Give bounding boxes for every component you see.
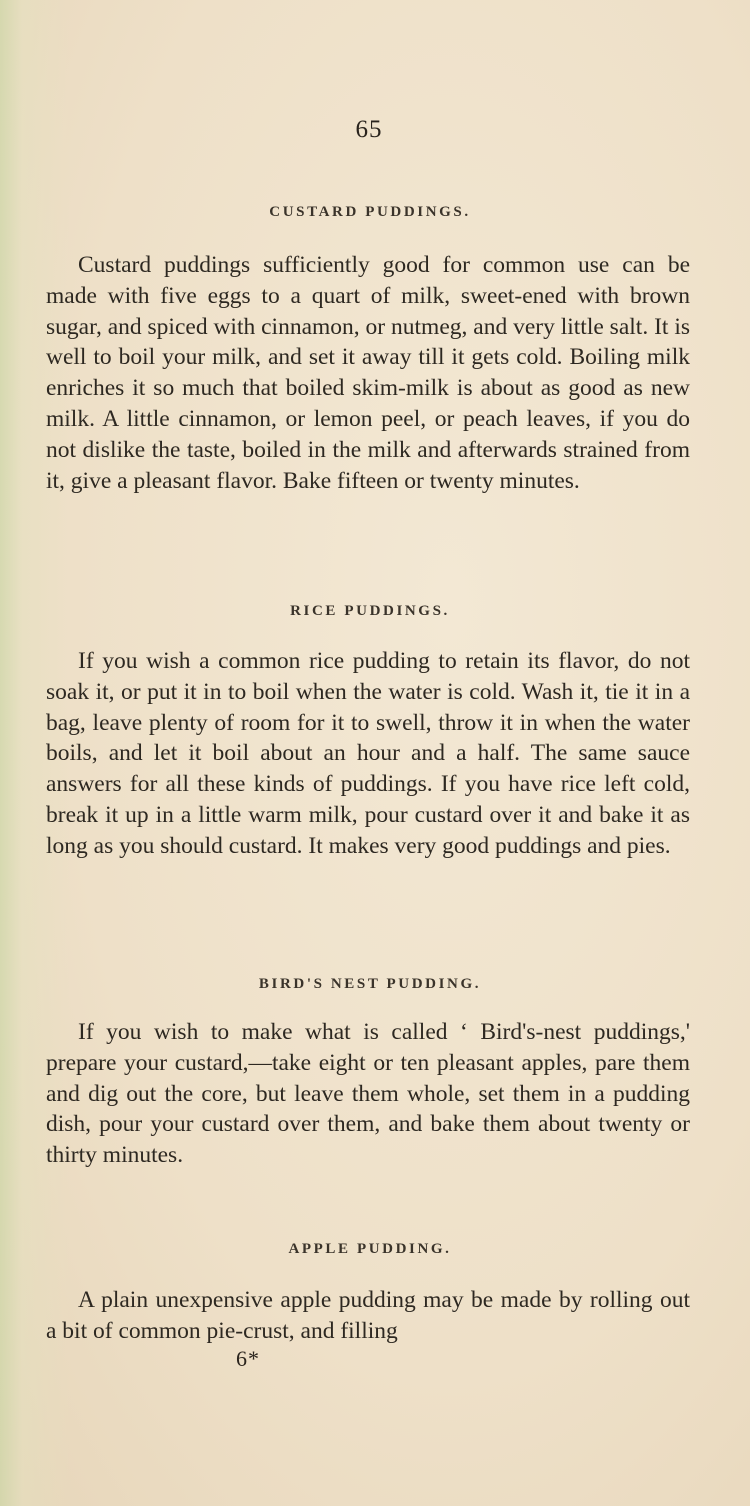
section-heading-apple: APPLE PUDDING. <box>288 1241 452 1257</box>
section-body-birds-nest: If you wish to make what is called ‘ Bird's-nest puddings,' prepare your custard,—take eight or ten pleasant apples, pare them and dig out the core, but leave them whole, set them in a pudding dish, pour your custard over them, and bake them about twenty or thirty minutes. <box>46 1019 690 1169</box>
page-number: 65 <box>355 116 383 143</box>
section-body-custard: Custard puddings sufficiently good for common use can be made with five eggs to a quart of milk, sweet-ened with brown sugar, and spiced with cinnamon, or nutmeg, and very little salt. It is well to boil your milk, and set it away till it gets cold. Boiling milk enriches it so much that boiled skim-milk is about as good as new milk. A little cinnamon, or lemon peel, or peach leaves, if you do not dislike the taste, boiled in the milk and afterwards strained from it, give a pleasant flavor. Bake fifteen or twenty minutes. <box>46 252 690 494</box>
section-body-apple: A plain unexpensive apple pudding may be made by rolling out a bit of common pie-crust, and filling <box>46 1287 690 1344</box>
section-heading-birds-nest: BIRD'S NEST PUDDING. <box>258 976 482 992</box>
signature-mark: 6* <box>236 1346 260 1371</box>
section-body-rice: If you wish a common rice pudding to retain its flavor, do not soak it, or put it in to boil when the water is cold. Wash it, tie it in a bag, leave plenty of room for it to swell, throw it in when the water boils, and let it boil about an hour and a half. The same sauce answers for all these kinds of puddings. If you have rice left cold, break it up in a little warm milk, pour custard over it and bake it as long as you should custard. It makes very good puddings and pies. <box>46 648 690 859</box>
section-heading-rice: RICE PUDDINGS. <box>290 603 450 619</box>
section-heading-custard: CUSTARD PUDDINGS. <box>269 204 471 220</box>
